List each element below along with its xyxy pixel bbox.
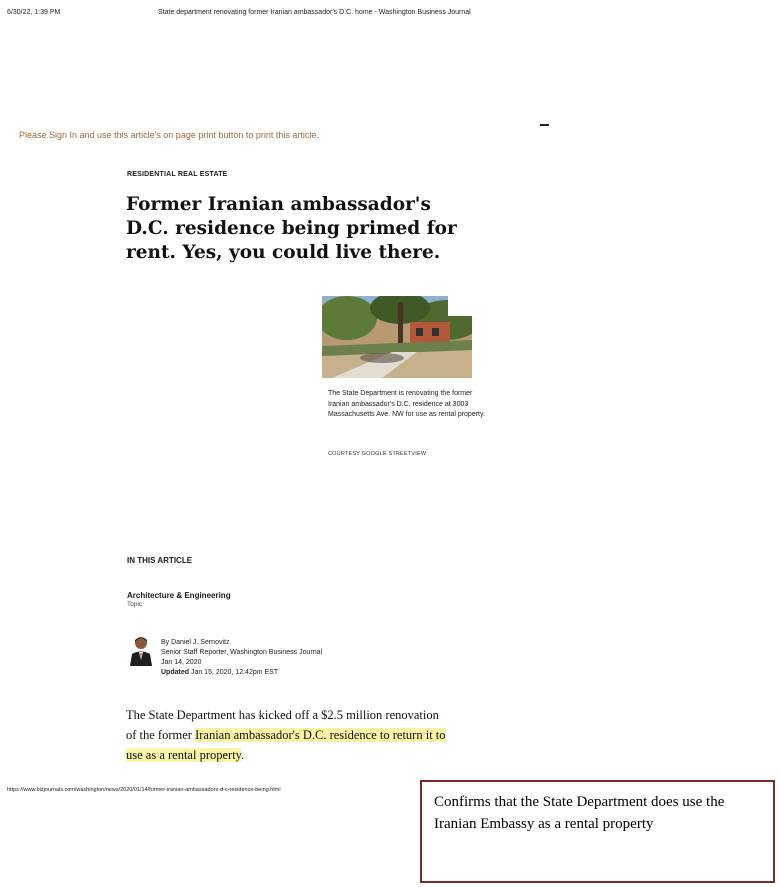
print-page-title: State department renovating former Iranian ambassador's D.C. home - Washington Business Journal <box>158 9 471 16</box>
author-name[interactable]: By Daniel J. Sernovitz <box>161 639 230 646</box>
in-this-article-heading: IN THIS ARTICLE <box>127 556 193 565</box>
article-body-paragraph <box>126 705 446 765</box>
topic-type-label: Topic <box>127 601 143 608</box>
updated-label: Updated <box>161 669 189 676</box>
article-headline: Former Iranian ambassador's D.C. residence being primed for rent. Yes, you could live there. <box>126 194 457 263</box>
annotation-text: Confirms that the State Department does use the Iranian Embassy as a rental property <box>434 794 725 832</box>
updated-line <box>161 668 322 678</box>
author-byline <box>161 638 322 678</box>
signin-notice[interactable]: Please Sign In and use this article's on page print button to print this article. <box>19 130 319 140</box>
published-date: Jan 14, 2020 <box>161 659 202 666</box>
stray-mark <box>540 124 549 126</box>
photo-corner <box>448 296 472 316</box>
topic-link[interactable]: Architecture & Engineering <box>127 591 231 600</box>
article-category[interactable]: RESIDENTIAL REAL ESTATE <box>127 171 228 178</box>
body-text-end: . <box>241 748 245 762</box>
updated-date: Jan 15, 2020, 12:42pm EST <box>190 669 279 676</box>
annotation-box <box>420 780 775 883</box>
photo-credit: COURTESY GOOGLE STREETVIEW <box>328 451 427 457</box>
author-avatar[interactable] <box>129 634 153 666</box>
photo-caption: The State Department is renovating the former Iranian ambassador's D.C. residence at 3003 Massachusetts Ave. NW for use as rental property. <box>328 390 485 418</box>
author-photo-icon <box>129 634 153 666</box>
body-text-start: The State Department has kicked off a $2.5 million renovation of the former <box>126 708 439 742</box>
highlighted-text: Iranian ambassador's D.C. residence to return it to use as a rental property <box>126 728 446 762</box>
footer-url[interactable]: https://www.bizjournals.com/washington/news/2020/01/14/former-iranian-ambassadors-d-c-residence-being.html <box>7 787 281 793</box>
author-title: Senior Staff Reporter, Washington Business Journal <box>161 649 323 656</box>
print-date: 6/30/22, 1:39 PM <box>7 9 61 16</box>
